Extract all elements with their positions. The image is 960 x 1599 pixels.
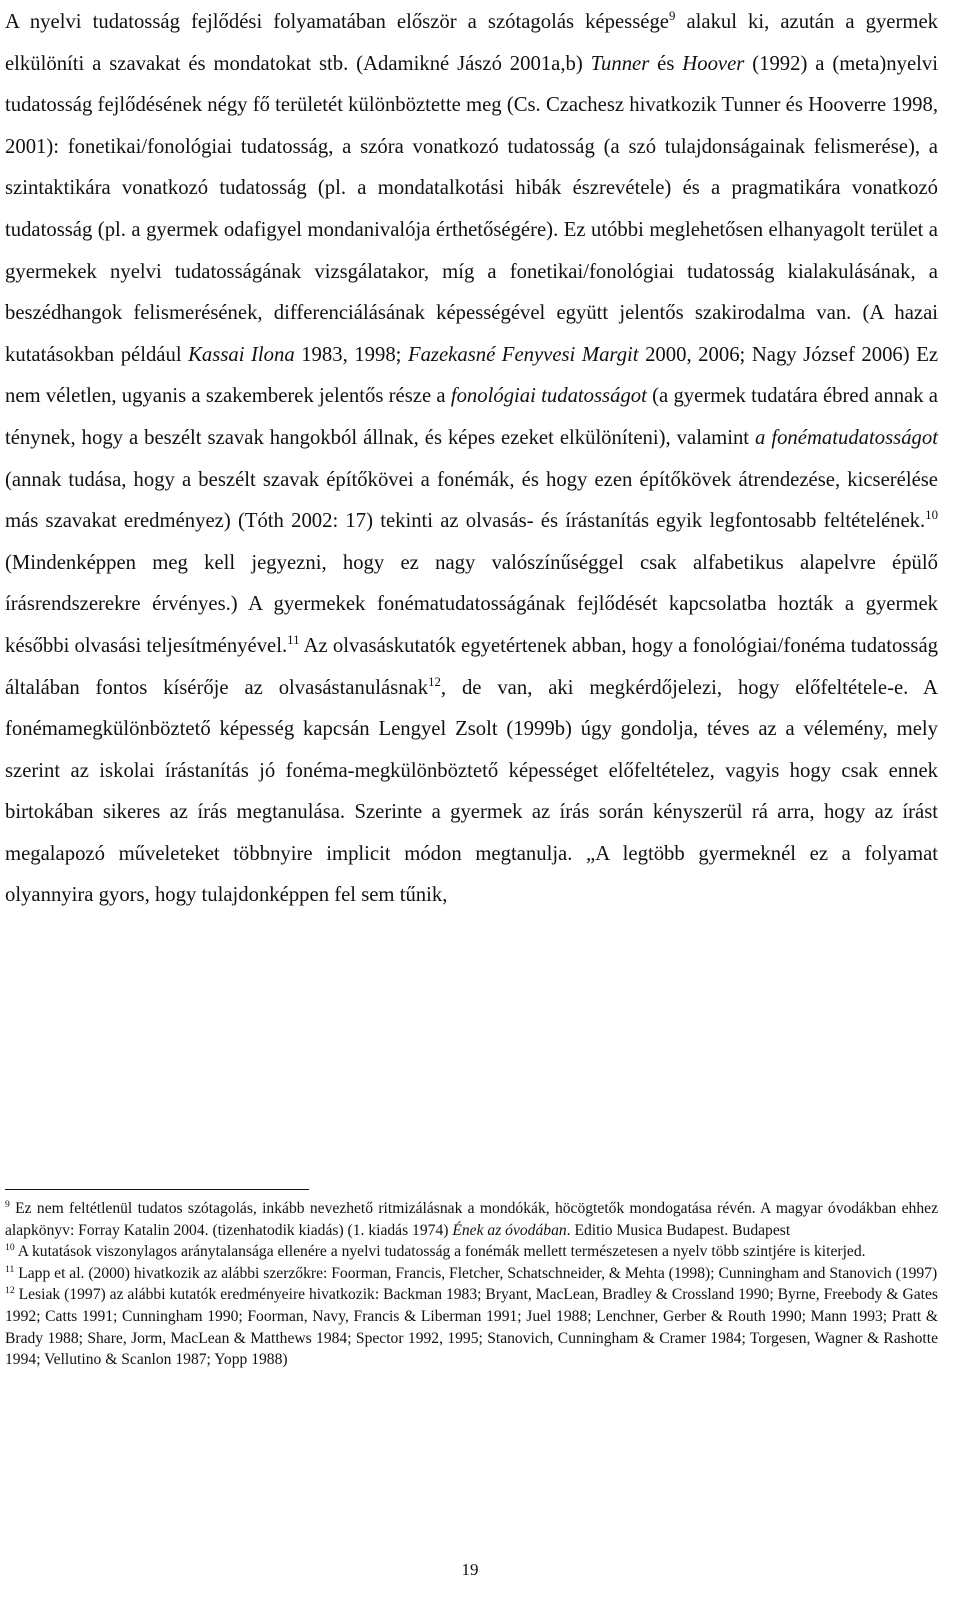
body-text-1: A nyelvi tudatosság fejlődési folyamatában először a szótagolás képessége	[5, 11, 669, 33]
body-text-5: 1983, 1998;	[294, 343, 408, 366]
author-hoover: Hoover	[682, 52, 745, 75]
author-kassai: Kassai Ilona	[188, 343, 295, 366]
footnote-9	[5, 1198, 938, 1241]
footnote-text: Lesiak (1997) az alábbi kutatók eredményeire hivatkozik: Backman 1983; Bryant, MacLean, Bradley & Crossland 1990; Byrne, Freebody & Gates 1992; Catts 1991; Cunningham 1990; Foorman, Navy, Francis & Liberman 1991; Juel 1988; Lenchner, Gerber & Routh 1990; Mann 1993; Pratt & Brady 1988; Share, Jorm, MacLean & Matthews 1984; Spector 1992, 1995; Stanovich, Cunningham & Cramer 1984; Torgesen, Wagner & Rashotte 1994; Vellutino & Scanlon 1987; Yopp 1988)	[5, 1286, 938, 1369]
footnote-separator	[5, 1189, 309, 1190]
footnote-10	[5, 1241, 938, 1263]
body-text-4: (1992) a (meta)nyelvi tudatosság fejlődésének négy fő területét különböztette meg (Cs. Czachesz hivatkozik Tunner és Hooverre 1998, 2001): fonetikai/fonológiai tudatosság, a szóra vonatkozó tudatosság (a szó tulajdonságainak felismerése), a szintaktikára vonatkozó tudatosság (pl. a mondatalkotási hibák észrevétele) és a pragmatikára vonatkozó tudatosság (pl. a gyermek odafigyel mondanivalója érthetőségére). Ez utóbbi meglehetősen elhanyagolt terület a gyermekek nyelvi tudatosságának vizsgálatakor, míg a fonetikai/fonológiai tudatosság kialakulásának, a beszédhangok felismerésének, differenciálásának képességével együtt jelentős szakirodalma van. (A hazai kutatásokban például	[5, 52, 939, 366]
footnote-number: 9	[5, 1199, 10, 1211]
footnote-ref-12: 12	[428, 674, 441, 689]
term-fonologiai-tudatossag: fonológiai tudatosságot	[450, 385, 647, 408]
author-tunner: Tunner	[590, 52, 650, 75]
footnote-number: 11	[5, 1263, 15, 1275]
term-fonematudatossag: a fonématudatosságot	[755, 426, 938, 449]
footnote-ref-10: 10	[925, 508, 938, 523]
body-text-2: alakul ki, azután a gyermek elkülöníti a szavakat és mondatokat stb. (Adamikné Jászó 2001a,b)	[5, 11, 938, 75]
footnote-ref-9: 9	[668, 9, 676, 24]
body-text-3: és	[649, 52, 683, 75]
footnote-text: . Editio Musica Budapest. Budapest	[566, 1221, 791, 1239]
body-text-6: 2000, 2006; Nagy József 2006) Ez nem véletlen, ugyanis a szakemberek jelentős része a	[5, 343, 939, 408]
body-text-10: Az olvasáskutatók egyetértenek abban, hogy a fonológiai/fonéma tudatosság általában fontos kísérője az olvasástanulásnak	[5, 634, 938, 699]
author-fazekasne: Fazekasné Fenyvesi Margit	[407, 343, 639, 366]
body-text-11: , de van, aki megkérdőjelezi, hogy előfeltétele-e. A fonémamegkülönböztető képesség kapcsán Lengyel Zsolt (1999b) úgy gondolja, téves az a vélemény, mely szerint az iskolai írástanítás jó fonéma-megkülönböztető képességet előfeltételez, vagyis hogy csak ennek birtokában sikeres az írás megtanulása. Szerinte a gyermek az írás során kényszerül rá arra, hogy az írást megalapozó műveleteket többnyire implicit módon megtanulja. „A legtöbb gyermeknél ez a folyamat olyannyira gyors, hogy tulajdonképpen fel sem tűnik,	[5, 676, 938, 907]
page-number: 19	[461, 1560, 479, 1579]
footnote-book-title: Ének az óvodában	[452, 1221, 567, 1239]
footnote-12	[5, 1284, 938, 1370]
footnote-number: 12	[5, 1285, 15, 1297]
body-paragraph	[5, 2, 938, 917]
footnote-ref-11: 11	[287, 632, 300, 647]
body-text-7: (a gyermek tudatára ébred annak a ténynek, hogy a beszélt szavak hangokból állnak, és képes ezeket elkülöníteni), valamint	[5, 385, 938, 449]
body-text-8: (annak tudása, hogy a beszélt szavak építőkövei a fonémák, és hogy ezen építőkövek átrendezése, kicserélése más szavakat eredményez) (Tóth 2002: 17) tekinti az olvasás- és írástanítás egyik legfontosabb feltételének.	[5, 468, 938, 533]
footnote-text: Ez nem feltétlenül tudatos szótagolás, inkább nevezhető ritmizálásnak a mondókák, höcögtetők mondogatása révén. A magyar óvodákban ehhez alapkönyv: Forray Katalin 2004. (tizenhatodik kiadás) (1. kiadás 1974)	[5, 1200, 938, 1239]
footnotes	[5, 1198, 938, 1371]
footnote-number: 10	[5, 1242, 15, 1254]
body-text-9: (Mindenképpen meg kell jegyezni, hogy ez nagy valószínűséggel csak alfabetikus alapelvre épülő írásrendszerekre érvényes.) A gyermekek fonématudatosságának fejlődését kapcsolatba hozták a gyermek későbbi olvasási teljesítményével.	[5, 551, 938, 657]
footnote-text: A kutatások viszonylagos aránytalansága ellenére a nyelvi tudatosság a fonémák mellett természetesen a nyelv több szintjére is kiterjed.	[14, 1243, 866, 1261]
footnote-11	[5, 1263, 938, 1285]
footnote-text: Lapp et al. (2000) hivatkozik az alábbi szerzőkre: Foorman, Francis, Fletcher, Schatschneider, & Mehta (1998); Cunningham and Stanovich (1997)	[14, 1264, 938, 1282]
